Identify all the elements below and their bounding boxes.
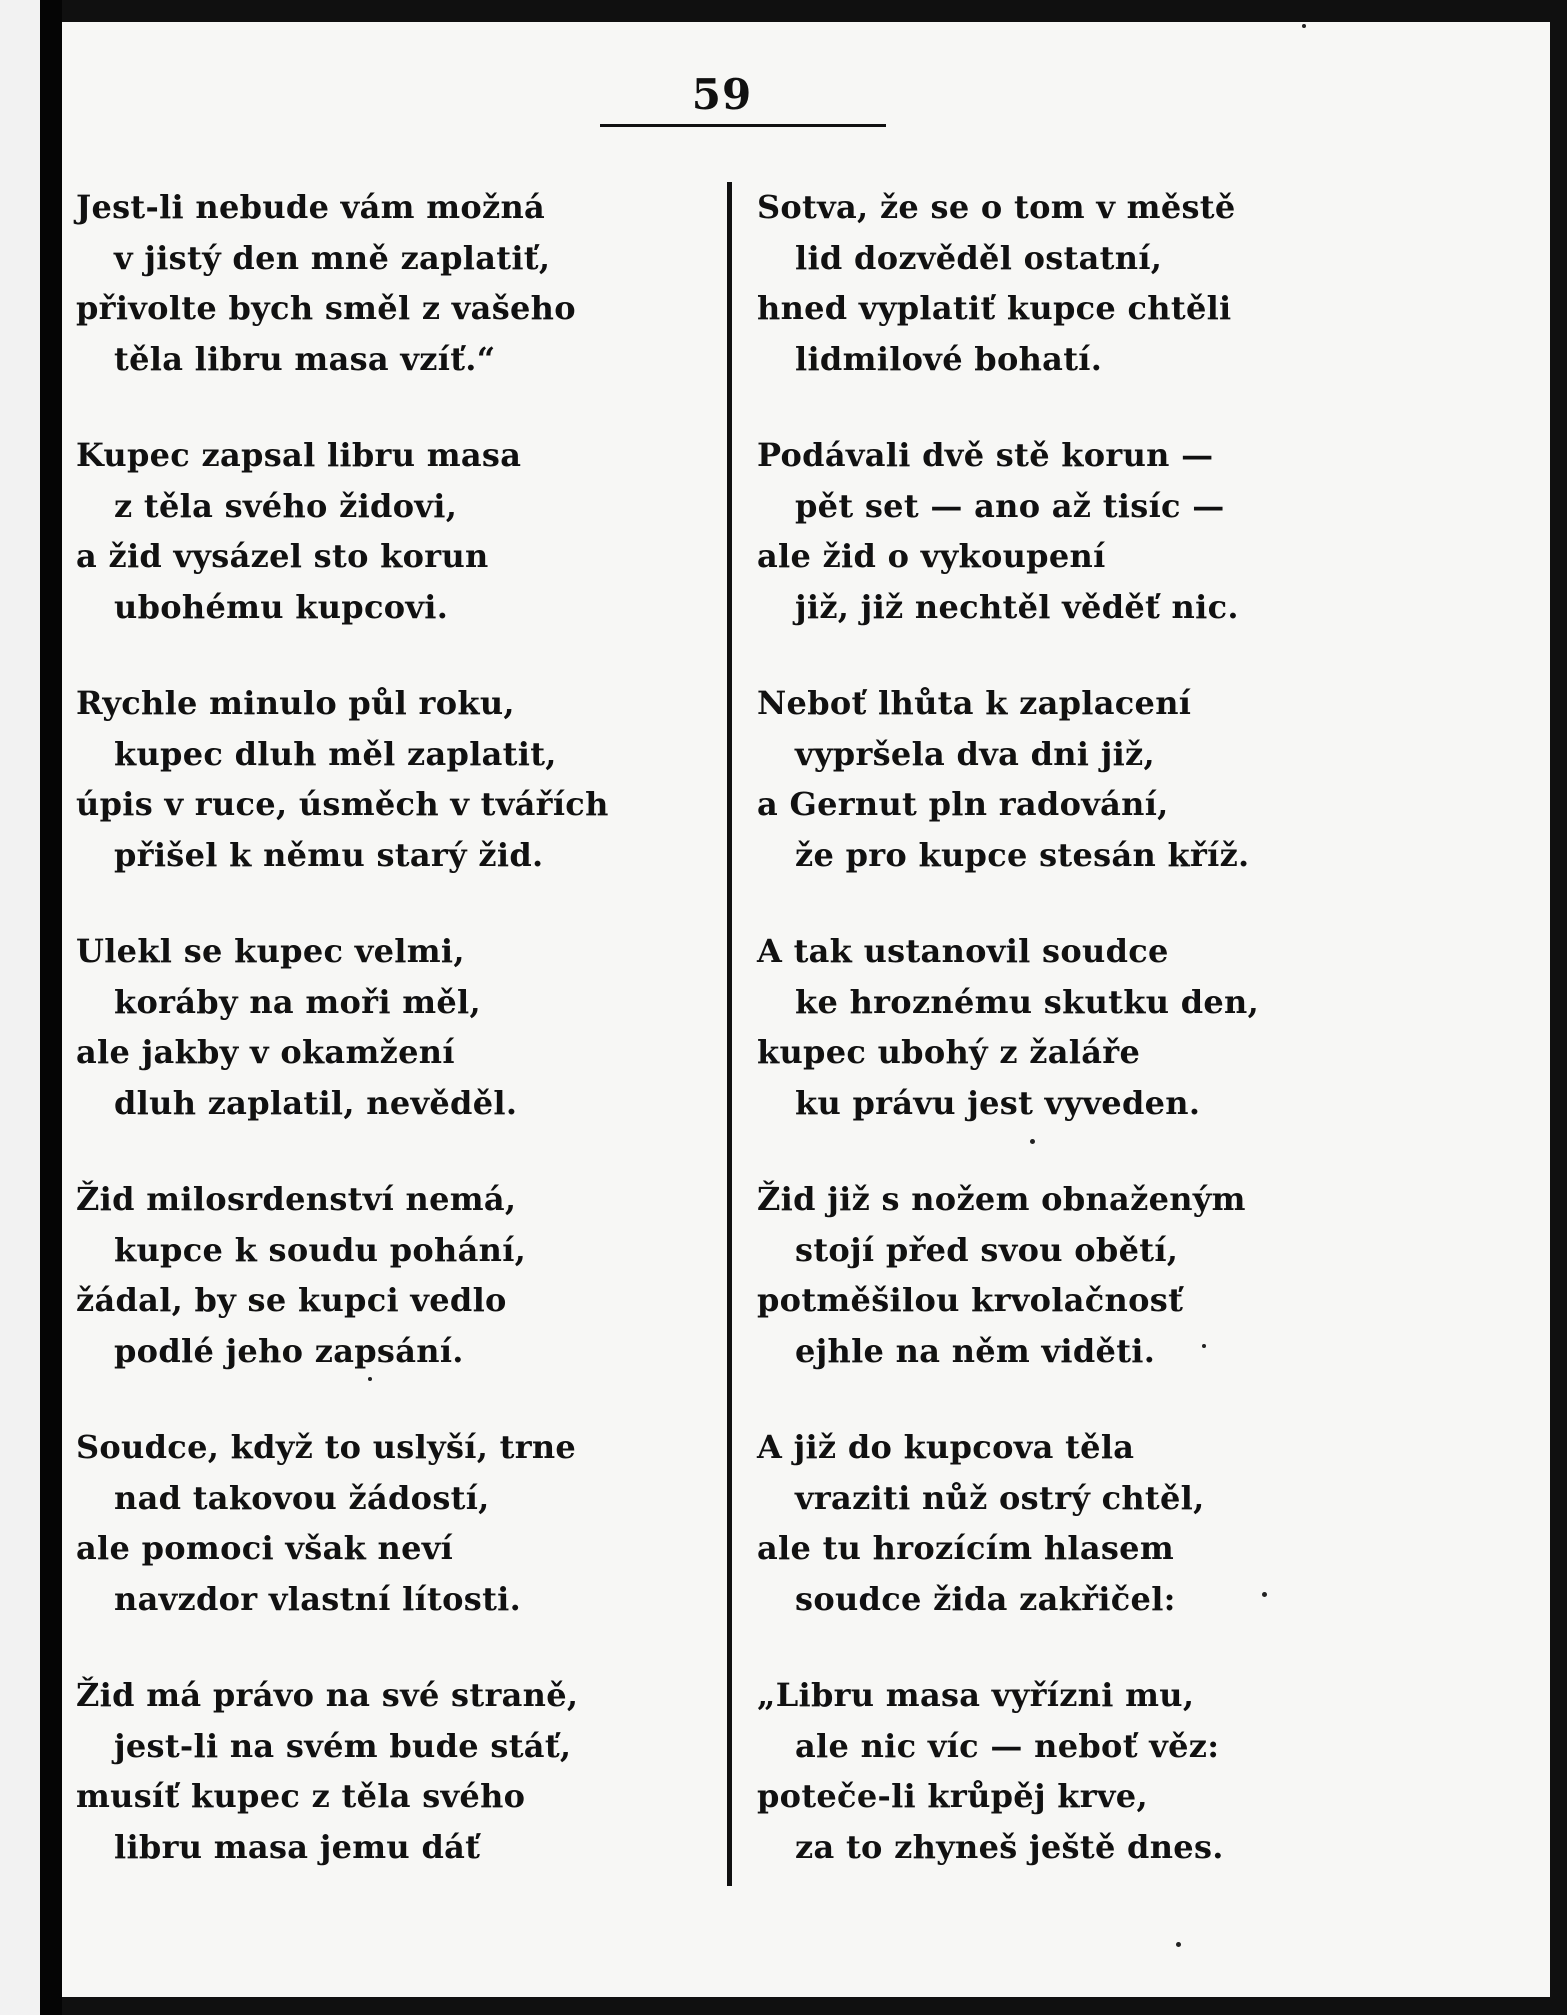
stanza bbox=[76, 182, 676, 430]
verse-line: a žid vysázel sto korun bbox=[76, 537, 489, 575]
verse-line: ale žid o vykoupení bbox=[757, 537, 1106, 575]
verse-line: v jistý den mně zaplatiť, bbox=[114, 238, 551, 277]
stanza bbox=[76, 1174, 676, 1422]
print-speck bbox=[1302, 24, 1306, 28]
verse-line: vraziti nůž ostrý chtěl, bbox=[795, 1478, 1205, 1517]
verse-line: nad takovou žádostí, bbox=[114, 1478, 490, 1517]
verse-line: Ulekl se kupec velmi, bbox=[76, 932, 465, 970]
stanza bbox=[76, 678, 676, 926]
page-number: 59 bbox=[691, 70, 753, 119]
stanza bbox=[757, 1174, 1397, 1422]
verse-line: soudce žida zakřičel: bbox=[795, 1579, 1176, 1618]
verse-line: potměšilou krvolačnosť bbox=[757, 1281, 1184, 1319]
verse-line: že pro kupce stesán kříž. bbox=[795, 835, 1250, 874]
verse-line: ale pomoci však neví bbox=[76, 1529, 454, 1567]
print-speck bbox=[1262, 1592, 1267, 1597]
verse-line: Kupec zapsal libru masa bbox=[76, 436, 522, 474]
verse-line: podlé jeho zapsání. bbox=[114, 1331, 464, 1370]
print-speck bbox=[1176, 1942, 1181, 1947]
verse-line: poteče-li krůpěj krve, bbox=[757, 1777, 1148, 1815]
stanza bbox=[757, 926, 1397, 1174]
verse-line: pět set — ano až tisíc — bbox=[795, 486, 1225, 525]
stanza bbox=[757, 182, 1397, 430]
verse-line: stojí před svou obětí, bbox=[795, 1230, 1179, 1269]
verse-line: úpis v ruce, úsměch v tvářích bbox=[76, 785, 609, 823]
verse-line: Podávali dvě stě korun — bbox=[757, 436, 1214, 474]
verse-line: lidmilové bohatí. bbox=[795, 339, 1103, 378]
verse-line: libru masa jemu dáť bbox=[114, 1827, 481, 1866]
verse-line: již, již nechtěl věděť nic. bbox=[795, 587, 1239, 626]
verse-line: lid dozvěděl ostatní, bbox=[795, 238, 1163, 277]
verse-line: hned vyplatiť kupce chtěli bbox=[757, 289, 1232, 327]
verse-line: jest-li na svém bude stáť, bbox=[114, 1726, 572, 1765]
print-speck bbox=[1202, 1344, 1206, 1348]
stanza bbox=[76, 1670, 676, 1918]
stanza bbox=[76, 1422, 676, 1670]
verse-line: Jest-li nebude vám možná bbox=[76, 188, 546, 226]
page-number-rule bbox=[600, 124, 886, 127]
verse-line: vypršela dva dni již, bbox=[795, 734, 1155, 773]
verse-line: „Libru masa vyřízni mu, bbox=[757, 1676, 1195, 1714]
verse-line: ubohému kupcovi. bbox=[114, 587, 449, 626]
verse-line: Žid již s nožem obnaženým bbox=[757, 1180, 1246, 1218]
verse-line: kupce k soudu pohání, bbox=[114, 1230, 527, 1269]
right-column bbox=[757, 182, 1397, 1918]
book-page bbox=[62, 22, 1550, 1997]
stanza bbox=[757, 1422, 1397, 1670]
verse-line: musíť kupec z těla svého bbox=[76, 1777, 526, 1815]
verse-line: A tak ustanovil soudce bbox=[757, 932, 1169, 970]
verse-line: dluh zaplatil, nevěděl. bbox=[114, 1083, 518, 1122]
adjacent-page-edge bbox=[0, 0, 40, 2015]
verse-line: za to zhyneš ještě dnes. bbox=[795, 1827, 1224, 1866]
verse-line: Neboť lhůta k zaplacení bbox=[757, 684, 1192, 722]
stanza bbox=[76, 430, 676, 678]
verse-line: Žid má právo na své straně, bbox=[76, 1676, 579, 1714]
print-speck bbox=[1030, 1139, 1035, 1144]
verse-line: ke hroznému skutku den, bbox=[795, 982, 1260, 1021]
verse-line: žádal, by se kupci vedlo bbox=[76, 1281, 507, 1319]
verse-line: ku právu jest vyveden. bbox=[795, 1083, 1201, 1122]
print-speck bbox=[368, 1377, 372, 1381]
verse-line: ale nic víc — neboť věz: bbox=[795, 1726, 1220, 1765]
verse-line: ale tu hrozícím hlasem bbox=[757, 1529, 1175, 1567]
binding-shadow bbox=[40, 0, 62, 2015]
left-column bbox=[76, 182, 676, 1918]
verse-line: kupec dluh měl zaplatit, bbox=[114, 734, 557, 773]
verse-line: přišel k němu starý žid. bbox=[114, 835, 544, 874]
verse-line: A již do kupcova těla bbox=[757, 1428, 1135, 1466]
verse-line: z těla svého židovi, bbox=[114, 486, 458, 525]
verse-line: přivolte bych směl z vašeho bbox=[76, 289, 576, 327]
verse-line: těla libru masa vzíť.“ bbox=[114, 339, 496, 378]
stanza bbox=[757, 1670, 1397, 1918]
verse-line: ale jakby v okamžení bbox=[76, 1033, 455, 1071]
verse-line: Sotva, že se o tom v městě bbox=[757, 188, 1236, 226]
stanza bbox=[76, 926, 676, 1174]
verse-line: kupec ubohý z žaláře bbox=[757, 1033, 1141, 1071]
stanza bbox=[757, 678, 1397, 926]
verse-line: Žid milosrdenství nemá, bbox=[76, 1180, 517, 1218]
verse-line: a Gernut pln radování, bbox=[757, 785, 1169, 823]
column-divider bbox=[727, 182, 732, 1886]
verse-line: Rychle minulo půl roku, bbox=[76, 684, 515, 722]
verse-line: ejhle na něm viděti. bbox=[795, 1331, 1156, 1370]
verse-line: Soudce, když to uslyší, trne bbox=[76, 1428, 577, 1466]
verse-line: koráby na moři měl, bbox=[114, 982, 481, 1021]
stanza bbox=[757, 430, 1397, 678]
verse-line: navzdor vlastní lítosti. bbox=[114, 1579, 522, 1618]
